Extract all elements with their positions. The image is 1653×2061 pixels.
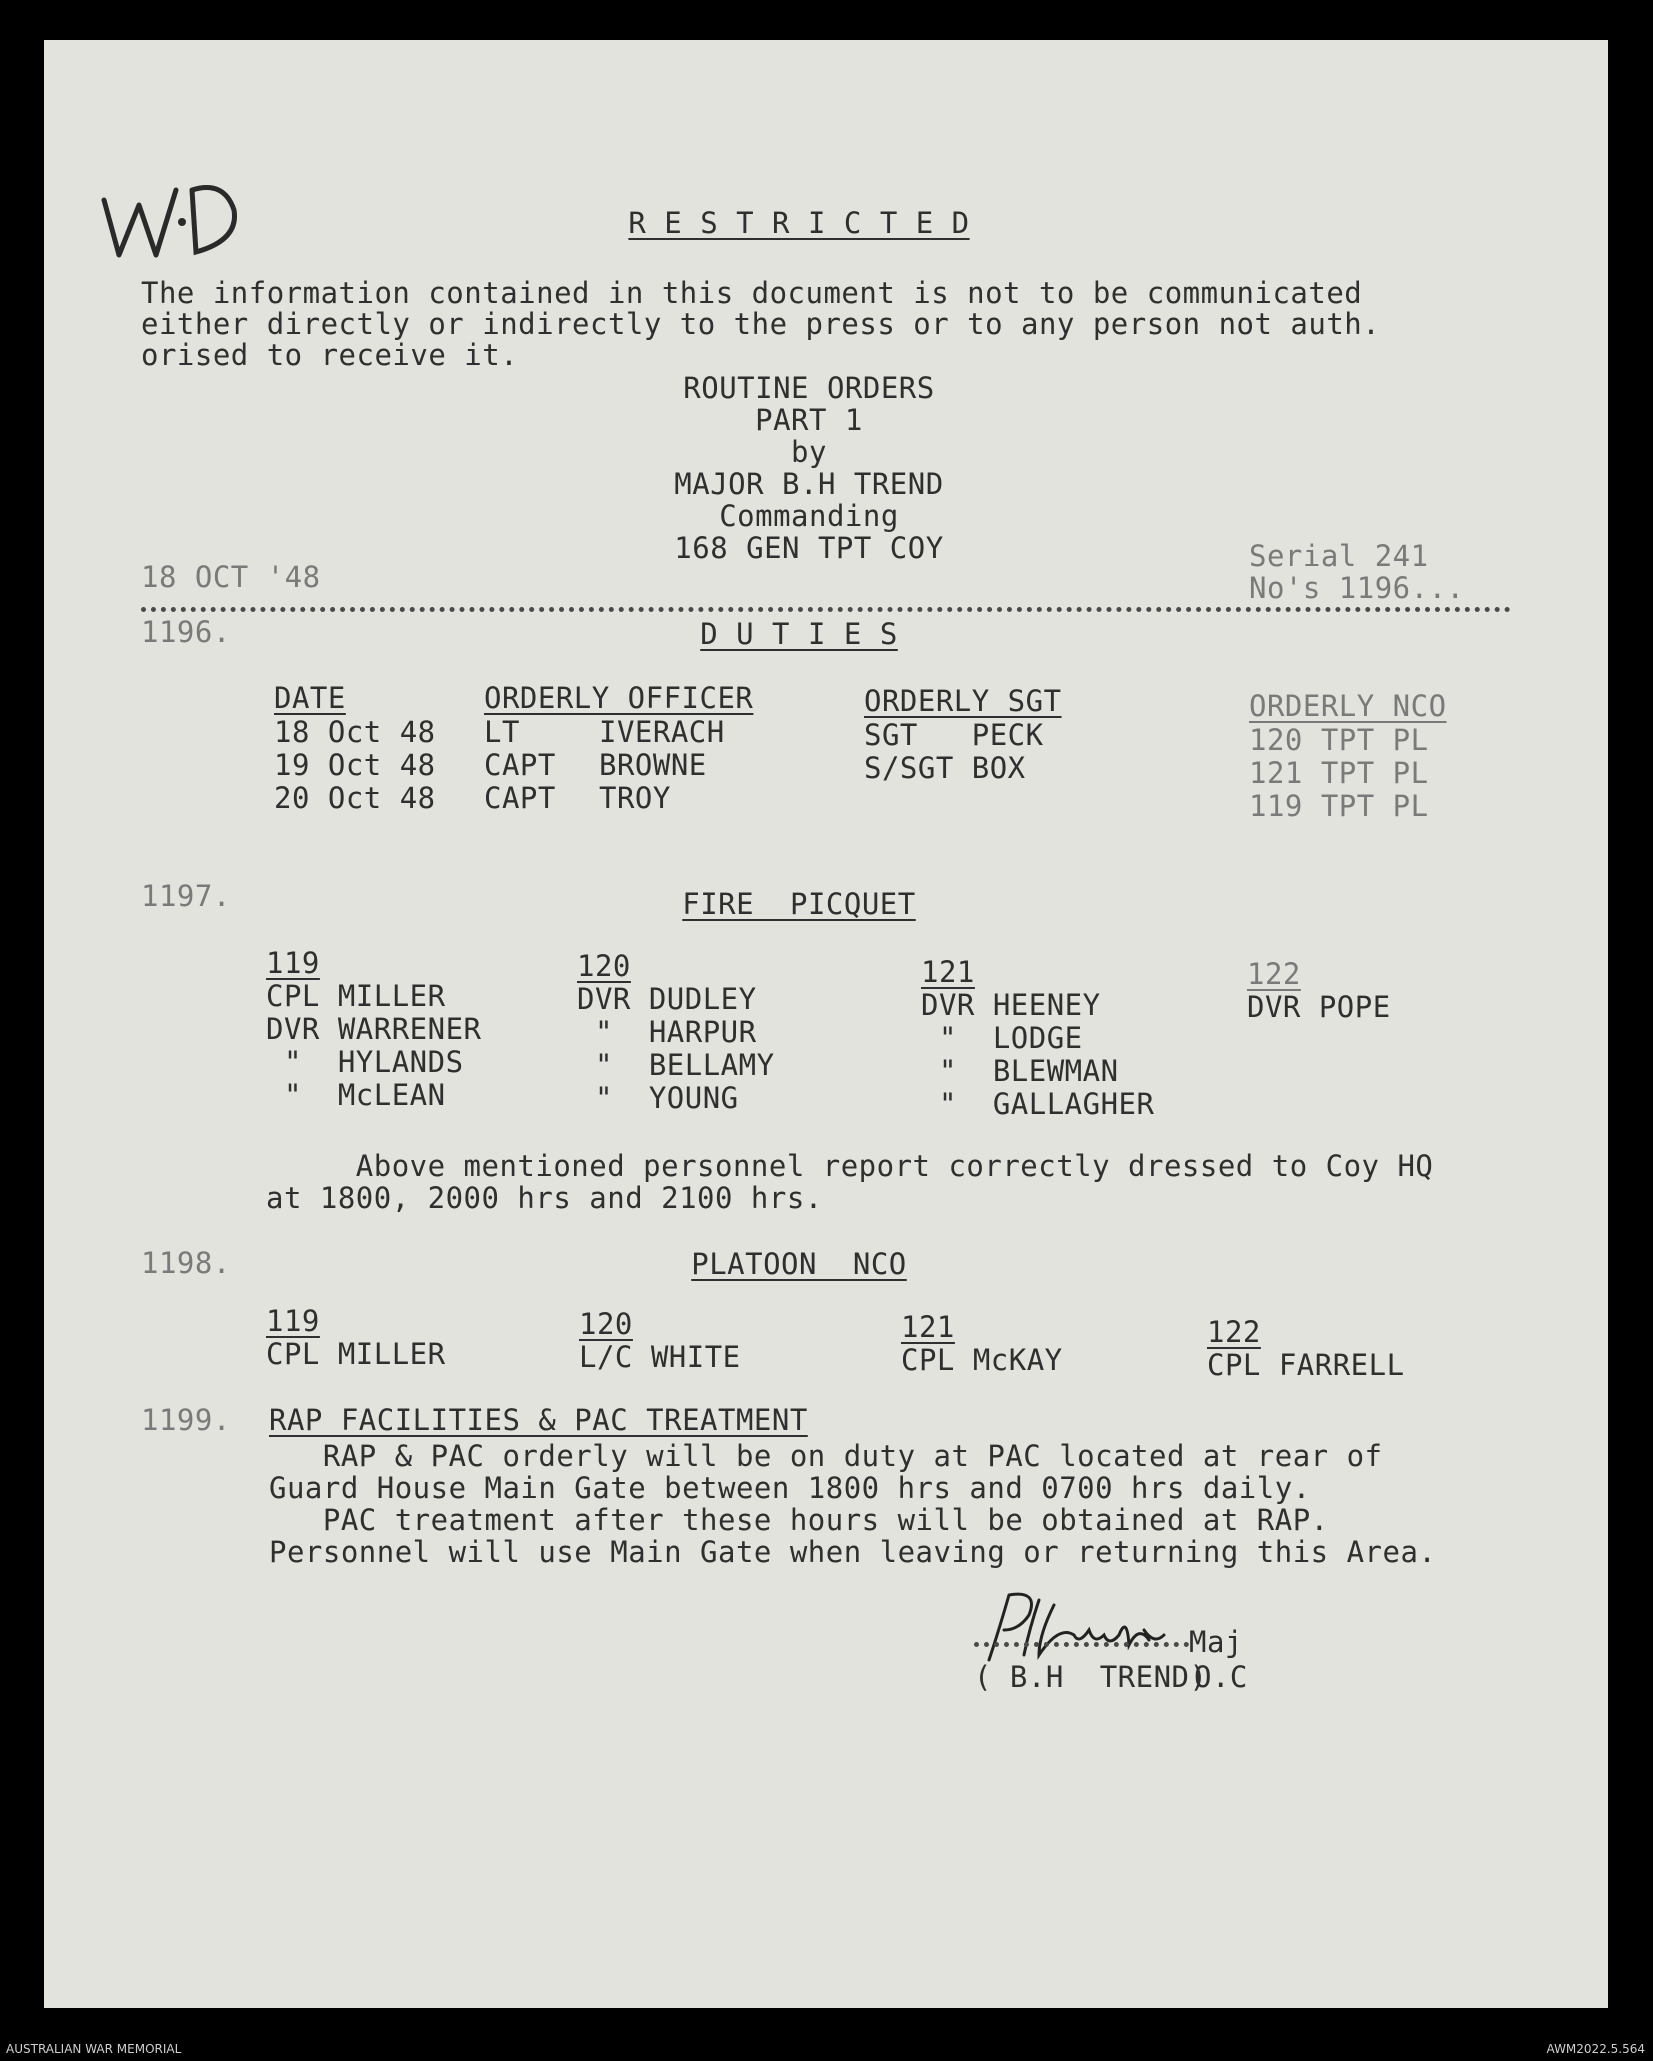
fp-note-line-1: Above mentioned personnel report correctly dressed to Coy HQ xyxy=(266,1149,1434,1183)
fp-120-line-3: " BELLAMY xyxy=(577,1048,775,1082)
platoon-nco-heading: PLATOON NCO xyxy=(691,1247,907,1281)
handwritten-mark xyxy=(84,160,254,270)
rap-line-4: Personnel will use Main Gate when leaving or returning this Area. xyxy=(269,1535,1437,1569)
col-date: DATE xyxy=(274,681,346,715)
notice-line-3: orised to receive it. xyxy=(141,338,519,372)
pnco-platoon-121: 121 xyxy=(901,1310,955,1344)
duty-row-2-rank: CAPT xyxy=(484,748,556,782)
fire-picquet-number: 1197. xyxy=(141,879,231,913)
pnco-name-121: CPL McKAY xyxy=(901,1343,1063,1377)
rap-line-2: Guard House Main Gate between 1800 hrs and 0700 hrs daily. xyxy=(269,1471,1311,1505)
duty-row-2-officer: BROWNE xyxy=(599,748,707,782)
fp-121-line-3: " BLEWMAN xyxy=(921,1054,1119,1088)
fp-platoon-120: 120 xyxy=(577,949,631,983)
duty-row-2-sgt: S/SGT BOX xyxy=(864,751,1026,785)
document-page xyxy=(44,40,1608,2008)
fp-platoon-119: 119 xyxy=(266,946,320,980)
notice-line-1: The information contained in this document is not to be communicated xyxy=(141,276,1363,310)
signature-name: ( B.H TREND) xyxy=(974,1660,1208,1694)
signature xyxy=(969,1585,1299,1665)
fp-platoon-122: 122 xyxy=(1247,957,1301,991)
title-line-1: ROUTINE ORDERS xyxy=(683,371,935,405)
classification-heading: R E S T R I C T E D xyxy=(628,206,970,240)
fp-119-line-3: " HYLANDS xyxy=(266,1045,464,1079)
fp-120-line-1: DVR DUDLEY xyxy=(577,982,757,1016)
fp-platoon-121: 121 xyxy=(921,955,975,989)
duties-heading: D U T I E S xyxy=(700,617,898,651)
fp-121-line-2: " LODGE xyxy=(921,1021,1083,1055)
dotted-divider xyxy=(141,607,1511,616)
duty-row-3-officer: TROY xyxy=(599,781,671,815)
duty-row-2-nco: 121 TPT PL xyxy=(1249,756,1429,790)
serial-number: Serial 241 xyxy=(1249,539,1429,573)
duty-row-3-rank: CAPT xyxy=(484,781,556,815)
fp-120-line-4: " YOUNG xyxy=(577,1081,739,1115)
order-numbers: No's 1196... xyxy=(1249,571,1465,605)
title-line-6: 168 GEN TPT COY xyxy=(674,531,944,565)
duty-row-3-nco: 119 TPT PL xyxy=(1249,789,1429,823)
duty-row-1-rank: LT xyxy=(484,715,520,749)
fp-119-line-4: " McLEAN xyxy=(266,1078,446,1112)
duties-number: 1196. xyxy=(141,615,231,649)
title-line-3: by xyxy=(791,435,827,469)
pnco-platoon-122: 122 xyxy=(1207,1315,1261,1349)
title-line-5: Commanding xyxy=(719,499,899,533)
pnco-name-122: CPL FARRELL xyxy=(1207,1348,1405,1382)
footer-catalogue-number: AWM2022.5.564 xyxy=(1546,2042,1645,2056)
rap-heading: RAP FACILITIES & PAC TREATMENT xyxy=(269,1403,808,1437)
fp-122-line-1: DVR POPE xyxy=(1247,990,1391,1024)
fire-picquet-heading: FIRE PICQUET xyxy=(682,887,916,921)
pnco-name-119: CPL MILLER xyxy=(266,1337,446,1371)
pnco-name-120: L/C WHITE xyxy=(579,1340,741,1374)
fp-120-line-2: " HARPUR xyxy=(577,1015,757,1049)
title-line-2: PART 1 xyxy=(755,403,863,437)
fp-note-line-2: at 1800, 2000 hrs and 2100 hrs. xyxy=(266,1181,823,1215)
rap-number: 1199. xyxy=(141,1403,231,1437)
fp-119-line-1: CPL MILLER xyxy=(266,979,446,1013)
fp-119-line-2: DVR WARRENER xyxy=(266,1012,482,1046)
platoon-nco-number: 1198. xyxy=(141,1246,231,1280)
notice-line-2: either directly or indirectly to the press or to any person not auth. xyxy=(141,307,1381,341)
signature-line xyxy=(974,1642,1189,1651)
pnco-platoon-120: 120 xyxy=(579,1307,633,1341)
duty-row-1-officer: IVERACH xyxy=(599,715,725,749)
duty-row-1-sgt: SGT PECK xyxy=(864,718,1044,752)
rap-line-3: PAC treatment after these hours will be obtained at RAP. xyxy=(269,1503,1329,1537)
fp-121-line-4: " GALLAGHER xyxy=(921,1087,1155,1121)
duty-row-1-date: 18 Oct 48 xyxy=(274,715,436,749)
duty-row-2-date: 19 Oct 48 xyxy=(274,748,436,782)
rap-line-1: RAP & PAC orderly will be on duty at PAC located at rear of xyxy=(269,1439,1383,1473)
fp-121-line-1: DVR HEENEY xyxy=(921,988,1101,1022)
col-orderly-officer: ORDERLY OFFICER xyxy=(484,681,754,715)
title-line-4: MAJOR B.H TREND xyxy=(674,467,944,501)
signature-rank: Maj xyxy=(1189,1625,1243,1659)
duty-row-3-date: 20 Oct 48 xyxy=(274,781,436,815)
col-orderly-sgt: ORDERLY SGT xyxy=(864,684,1062,718)
col-orderly-nco: ORDERLY NCO xyxy=(1249,689,1447,723)
signature-appointment: O.C xyxy=(1194,1660,1248,1694)
footer-institution: AUSTRALIAN WAR MEMORIAL xyxy=(6,2042,182,2056)
duty-row-1-nco: 120 TPT PL xyxy=(1249,723,1429,757)
pnco-platoon-119: 119 xyxy=(266,1304,320,1338)
issue-date: 18 OCT '48 xyxy=(141,560,321,594)
